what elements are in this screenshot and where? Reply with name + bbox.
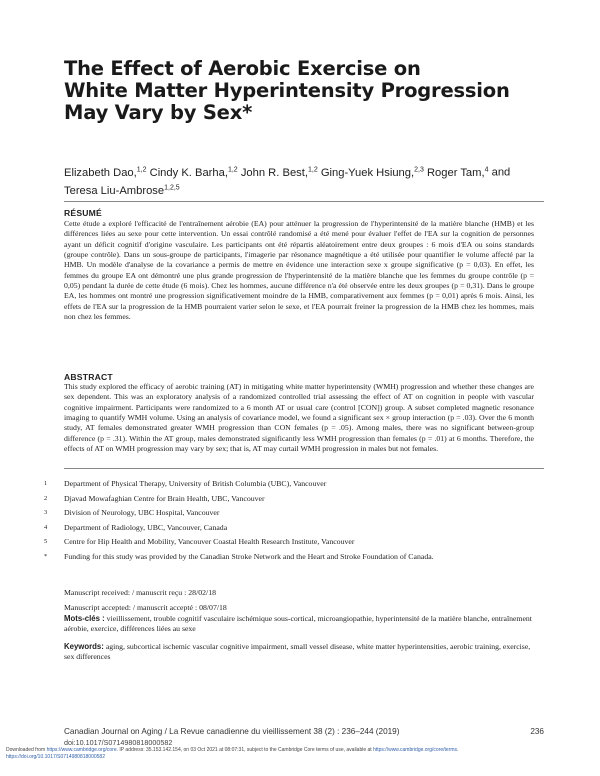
affiliation: 2 Djavad Mowafaghian Centre for Brain Health, UBC, Vancouver — [44, 493, 265, 503]
abstract-text: This study explored the efficacy of aerobic training (AT) in mitigating white matter hyperintensity (WMH) progression and whether these changes are sex dependent. This was an exploratory analysis of a randomized controlled trial assessing the effect of AT on cognition in people with vascular cognitive impairment. Participants were randomized to a 6 month AT or usual care (control [CON]) group. A subset completed magnetic resonance imaging to quantify WMH volume. Using an analysis of covariance model, we found a significant sex × group interaction (p = .03). Over the 6 month study, AT females demonstrated greater WMH progression than CON females (p = .05). Among males, there was no significant between-group difference (p = .31). Within the AT group, males demonstrated significantly less WMH progression than females (p = .01) at 6 months. Therefore, the effects of AT on WMH progression may vary by sex; that is, AT may curtail WMH progression in males but not females. — [64, 382, 534, 454]
doi-link[interactable]: https://doi.org/10.1017/S0714980818000582 — [6, 754, 105, 761]
abstract-heading: ABSTRACT — [64, 372, 113, 382]
affiliations — [44, 477, 564, 565]
keywords-en — [64, 642, 539, 662]
page-number: 236 — [530, 727, 544, 736]
title-line: May Vary by Sex* — [64, 101, 253, 124]
author: Teresa Liu-Ambrose$^{1,2,5}$ — [64, 184, 180, 198]
title-line: White Matter Hyperintensity Progression — [64, 79, 510, 102]
affiliation: 5 Centre for Hip Health and Mobility, Vancouver Coastal Health Research Institute, Vancouver — [44, 537, 355, 547]
cambridge-core-link[interactable]: https://www.cambridge.org/core — [46, 747, 117, 753]
keywords-fr-label: Mots-clés : — [64, 614, 105, 623]
article-title — [64, 58, 544, 124]
affiliation: 4 Department of Radiology, UBC, Vancouver, Canada — [44, 522, 228, 532]
terms-link[interactable]: https://www.cambridge.org/core/terms — [373, 747, 457, 753]
funding-note: * Funding for this study was provided by the Canadian Stroke Network and the Heart and Stroke Foundation of Canada. — [44, 551, 434, 561]
download-notice: Downloaded from https://www.cambridge.org/core. IP address: 35.153.142.154, on 03 Oct 2021 at 08:07:31, subject to the Cambridge Core terms of use, available at https://www.cambridge.org/core/terms. https://doi.org/10.1017/S0714980818000582 — [6, 747, 459, 761]
keywords-fr-text: vieillissement, trouble cognitif vasculaire ischémique sous-cortical, microangiopathie, hyperintensité de la matière blanche, entraînement aérobie, exercice, différences liées au sexe — [64, 614, 532, 634]
resume-text: Cette étude a exploré l'efficacité de l'entraînement aérobie (EA) pour atténuer la progression de l'hyperintensité de la matière blanche (HMB) et les différences liées au sexe pour cette intervention. Un essai contrôlé randomisé a été mené pour évaluer l'effet de l'EA sur la cognition de personnes ayant un déficit cognitif d'origine vasculaire. Les participants ont été répartis aléatoirement entre deux groupes : 6 mois d'EA ou soins standards (groupe contrôle). Dans un sous-groupe de participants, l'imagerie par résonance magnétique a été utilisée pour quantifier le volume affecté par la HMB. Un modèle d'analyse de la covariance a permis de mettre en évidence une interaction sexe x groupe significative (p = 0,03). En effet, les femmes du groupe EA ont démontré une plus grande progression de l'hyperintensité de la matière blanche que les femmes du groupe contrôle (p = 0,05) pendant la durée de cette étude (6 mois). Chez les hommes, aucune différence n'a été observée entre les deux groupes (p = 0,31). Dans le groupe EA, les hommes ont montré une progression significativement moindre de la HMB, comparativement aux femmes (p = 0,01) après 6 mois. Ainsi, les effets de l'EA sur la progression de la HMB pourraient varier selon le sexe, et l'EA pourrait freiner la progression de la HMB chez les hommes, mais non chez les femmes. — [64, 219, 534, 322]
manuscript-dates — [64, 585, 544, 615]
affiliation: 1 Department of Physical Therapy, University of British Columbia (UBC), Vancouver — [44, 479, 327, 488]
author: Roger Tam,$^4$ — [426, 166, 489, 179]
journal-citation: Canadian Journal on Aging / La Revue canadienne du vieillissement 38 (2) : 236–244 (2019) — [64, 727, 400, 736]
doi: doi:10.1017/S0714980818000582 — [64, 738, 173, 747]
keywords-fr — [64, 614, 539, 634]
date-received: Manuscript received: / manuscrit reçu : 28/02/18 — [64, 588, 216, 597]
journal-footer — [64, 727, 544, 736]
author: Elizabeth Dao,$^{1,2}$ — [64, 166, 147, 179]
keywords-en-text: aging, subcortical ischemic vascular cognitive impairment, small vessel disease, white matter hyperintensities, aerobic training, exercise, sex differences — [64, 642, 531, 662]
author-conjunction: and — [491, 166, 511, 179]
divider — [64, 468, 544, 469]
title-line: The Effect of Aerobic Exercise on — [64, 57, 421, 80]
author: John R. Best,$^{1,2}$ — [240, 166, 318, 179]
author: Cindy K. Barha,$^{1,2}$ — [149, 166, 238, 179]
author: Ging-Yuek Hsiung,$^{2,3}$ — [320, 166, 424, 179]
resume-heading: RÉSUMÉ — [64, 208, 102, 218]
author-list — [64, 162, 564, 199]
keywords-en-label: Keywords: — [64, 642, 104, 651]
date-accepted: Manuscript accepted: / manuscrit accepté : 08/07/18 — [64, 603, 227, 612]
divider — [64, 201, 544, 202]
affiliation: 3 Division of Neurology, UBC Hospital, Vancouver — [44, 508, 220, 518]
